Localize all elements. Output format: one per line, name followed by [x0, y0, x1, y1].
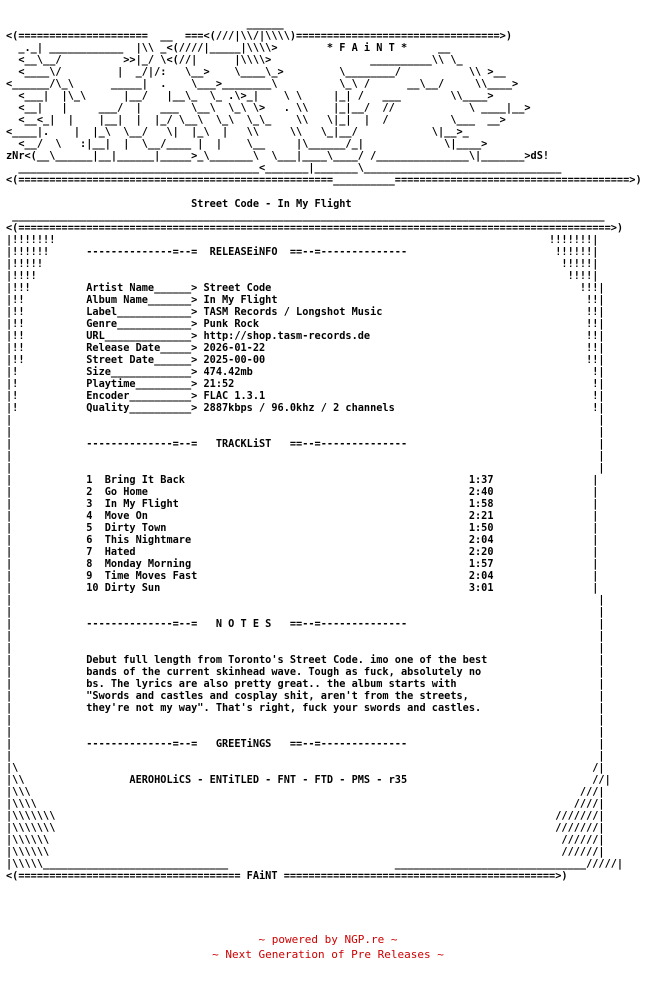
footer: [0, 932, 656, 962]
tagline-text: ~ Next Generation of Pre Releases ~: [212, 948, 444, 961]
powered-by-text: ~ powered by NGP.re ~: [258, 933, 398, 946]
nfo-text: ______ <(===================== __ ===<(///|\\/|\\\\)=================================>) _._| ____________ |\\ _<(////|_____|\\\\> * F A i N T * __ <__\__/ >>|_/ \<(//| |\\\\> __________\\ \_ <____\/ | _/|/: \__> \____\_> \________/ \\ >__ <______/\_\ _____| . \___>________\ \_\ / __\__/ \\____> <___| |\_\ |__/ |__\_ \_ .\>_| \ \ |_| / ___ \\____> <__| | ___/ | ___ \__\ \_\ \> . \\ |_|__/ // \ ____|__> <__<_| | |__| | |_/ \__\ \_\ \_\_ \\ \|_| | / \___ __> <____|. | |_\ \__/ \| |_\ | \\ \\ \_|__/ \|__>_ <__/ \ :|__| | \__/____ | | \__ |\______/_| \|____> zNr<(__\______|__|______|_____>_\_______\ \___|____\____/ /_______________\|_______>dS! _______________________________________<_______|_______\________________________________ <(===================================================__________======================================>) Street Code - In My Flight ________________________________________________________________________________________________ <(================================================================================================>) |!!!!!!! !!!!!!!| |!!!!!! --------------=--= RELEASEiNFO ==--=-------------- !!!!!!| |!!!!! !!!!!| |!!!! !!!!| |!!! Artist Name______> Street Code !!!| |!! Album Name_______> In My Flight !!| |!! Label____________> TASM Records / Longshot Music !!| |!! Genre____________> Punk Rock !!| |!! URL______________> http://shop.tasm-records.de !!| |!! Release Date_____> 2026-01-22 !!| |!! Street Date______> 2025-00-00 !!| |! Size_____________> 474.42mb !| |! Playtime_________> 21:52 !| |! Encoder__________> FLAC 1.3.1 !| |! Quality__________> 2887kbps / 96.0khz / 2 channels !| | | | | | --------------=--= TRACKLiST ==--=-------------- | | | | | | 1 Bring It Back 1:37 | | 2 Go Home 2:40 | | 3 In My Flight 1:58 | | 4 Move On 2:21 | | 5 Dirty Town 1:50 | | 6 This Nightmare 2:04 | | 7 Hated 2:20 | | 8 Monday Morning 1:57 | | 9 Time Moves Fast 2:04 | | 10 Dirty Sun 3:01 | | | | | | --------------=--= N O T E S ==--=-------------- | | | | | | Debut full length from Toronto's Street Code. imo one of the best | | bands of the current skinhead wave. Tough as fuck, absolutely no | | bs. The lyrics are also pretty great.. the album starts with | | "Swords and castles and cosplay shit, aren't from the streets, | | they're not my way". That's right, fuck your swords and castles. | | | | | | --------------=--= GREETiNGS ==--=-------------- | | | |\ /| |\\ AEROHOLiCS - ENTiTLED - FNT - FTD - PMS - r35 //| |\\\ ///| |\\\\ ////| |\\\\\\\ ///////| |\\\\\\\ ///////| |\\\\\\ //////| |\\\\\\ //////| |\\\\\______________________________ _______________________________/////| <(==================================== FAiNT ============================================>): [6, 18, 642, 882]
